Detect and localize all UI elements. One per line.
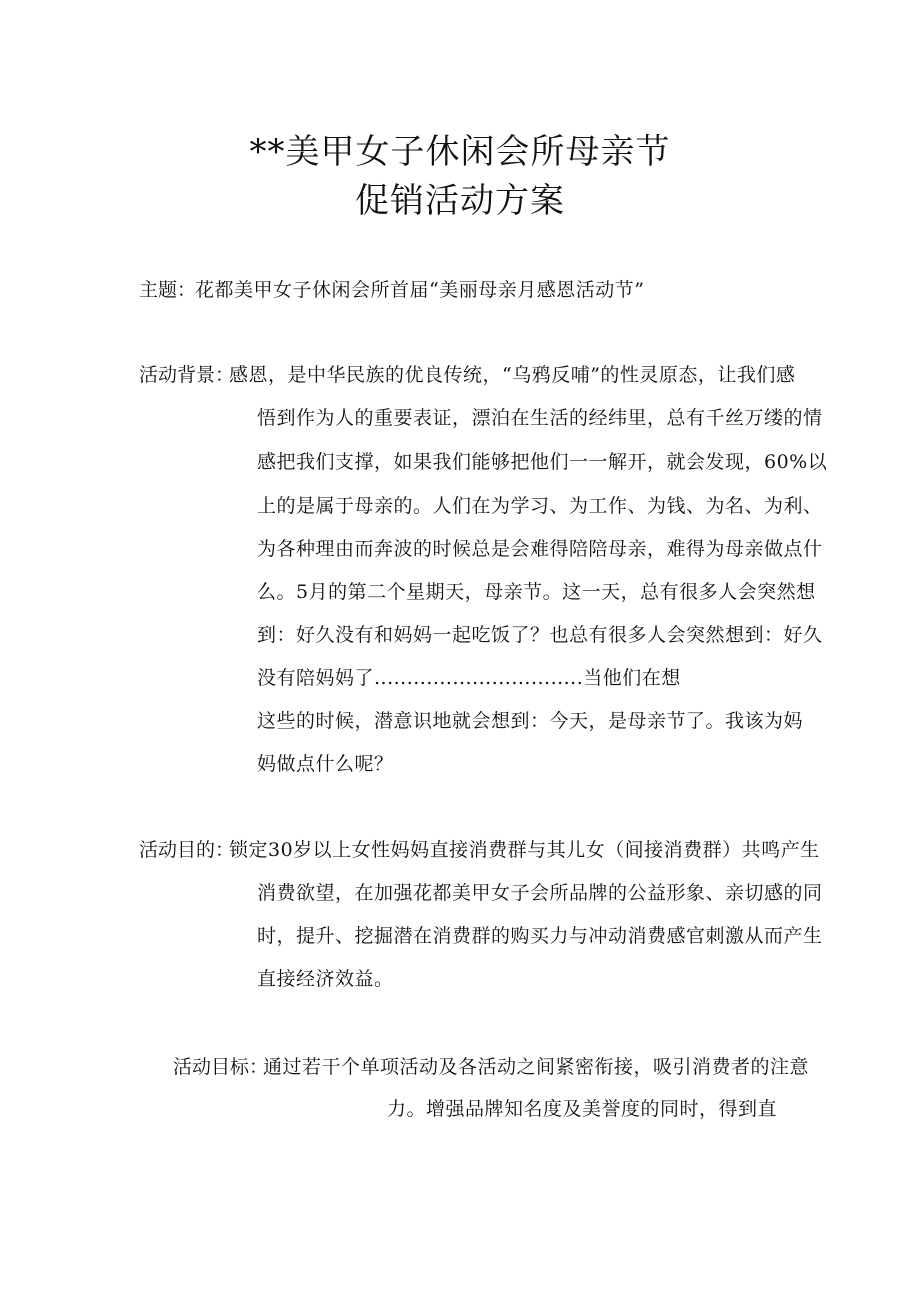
theme-text: 花都美甲女子休闲会所首届“美丽母亲月感恩活动节” xyxy=(195,279,645,301)
page-title-line-1: **美甲女子休闲会所母亲节 xyxy=(249,132,671,172)
background-line: 到：好久没有和妈妈一起吃饭了？也总有很多人会突然想到：好久 xyxy=(257,624,823,646)
background-line: 这些的时候，潜意识地就会想到：今天，是母亲节了。我该为妈 xyxy=(257,710,804,732)
purpose-line: 消费欲望，在加强花都美甲女子会所品牌的公益形象、亲切感的同 xyxy=(257,882,823,904)
purpose-line: 时，提升、挖掘潜在消费群的购买力与冲动消费感官刺激从而产生 xyxy=(257,925,823,947)
goal-line: 通过若干个单项活动及各活动之间紧密衔接，吸引消费者的注意 xyxy=(263,1056,810,1078)
background-line: 感把我们支撑，如果我们能够把他们一一解开，就会发现，60%以 xyxy=(257,451,828,473)
goal-line: 力。增强品牌知名度及美誉度的同时，得到直 xyxy=(387,1098,778,1120)
purpose-line: 直接经济效益。 xyxy=(257,968,394,990)
background-line: 上的是属于母亲的。人们在为学习、为工作、为钱、为名、为利、 xyxy=(257,495,823,517)
purpose-label: 活动目的： xyxy=(139,839,235,861)
background-line: 为各种理由而奔波的时候总是会难得陪陪母亲，难得为母亲做点什 xyxy=(257,538,823,560)
background-line: 么。5月的第二个星期天，母亲节。这一天，总有很多人会突然想 xyxy=(257,581,816,603)
background-line: 感恩，是中华民族的优良传统，“乌鸦反哺”的性灵原态，让我们感 xyxy=(229,364,796,386)
background-line: 没有陪妈妈了................................当他们在想 xyxy=(257,667,681,689)
background-line: 悟到作为人的重要表证，漂泊在生活的经纬里，总有千丝万缕的情 xyxy=(257,407,823,429)
theme-label: 主题： xyxy=(139,279,197,301)
page-title-line-2: 促销活动方案 xyxy=(355,181,565,221)
purpose-line: 锁定30岁以上女性妈妈直接消费群与其儿女（间接消费群）共鸣产生 xyxy=(229,839,820,861)
background-line: 妈做点什么呢？ xyxy=(257,753,394,775)
background-label: 活动背景： xyxy=(139,364,235,386)
goal-label: 活动目标： xyxy=(173,1056,269,1078)
